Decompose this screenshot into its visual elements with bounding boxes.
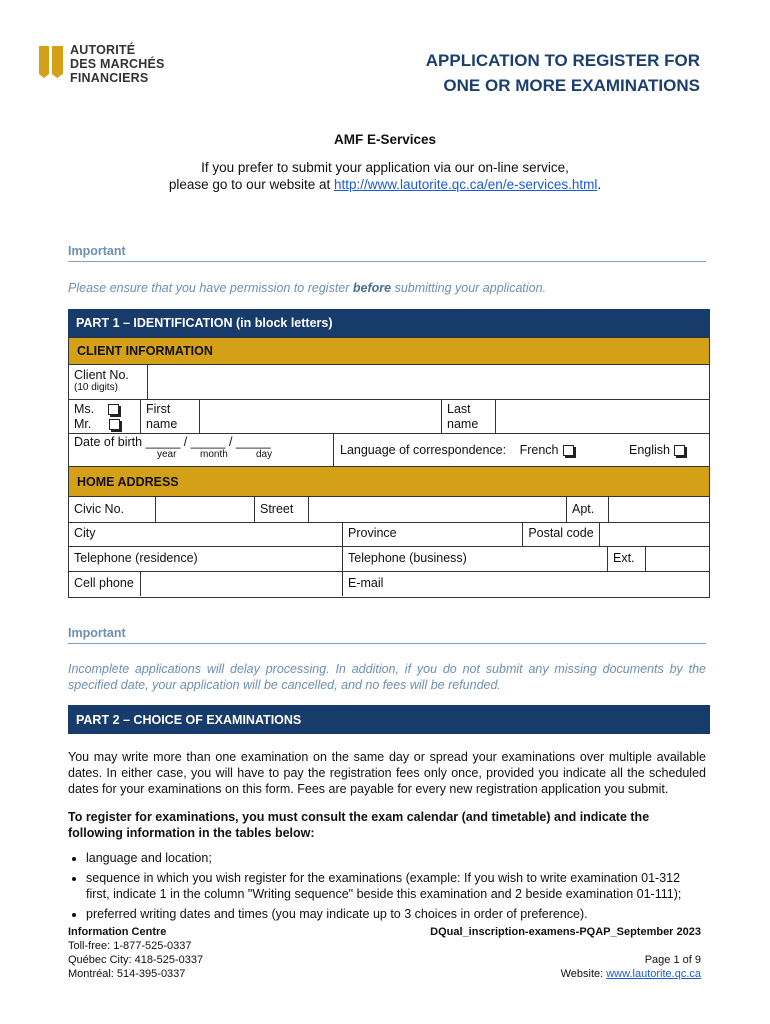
cell-phone-label: Cell phone xyxy=(69,571,141,596)
home-address-header: HOME ADDRESS xyxy=(68,466,710,497)
province-field[interactable]: Province xyxy=(343,522,523,546)
footer-page-number: Page 1 of 9 xyxy=(644,954,701,966)
cell-phone-field[interactable] xyxy=(141,571,343,596)
mr-option[interactable]: Mr. xyxy=(74,417,135,432)
first-name-field[interactable] xyxy=(200,399,442,433)
dob-day-label: day xyxy=(256,449,273,460)
ext-label: Ext. xyxy=(608,546,646,571)
footer-contact xyxy=(68,925,203,981)
civic-no-label: Civic No. xyxy=(69,496,156,522)
important-text-2: Incomplete applications will delay processing. In addition, if you do not submit any missing documents by the specified date, your application will be cancelled, and no fees will be refunded. xyxy=(68,662,706,692)
part2-bullet-list xyxy=(68,850,706,926)
last-name-field[interactable] xyxy=(496,399,709,433)
important-heading-2: Important xyxy=(68,626,706,644)
logo-line-1: AUTORITÉ xyxy=(70,43,136,57)
ms-option[interactable]: Ms. xyxy=(74,402,135,417)
english-option[interactable]: English xyxy=(629,443,685,457)
footer-tollfree: Toll-free: 1-877-525-0337 xyxy=(68,940,192,952)
title-line-2: ONE OR MORE EXAMINATIONS xyxy=(443,76,700,95)
mr-checkbox[interactable] xyxy=(109,419,120,430)
logo-line-2: DES MARCHÉS xyxy=(70,57,165,71)
client-no-field[interactable] xyxy=(148,364,709,399)
eservices-heading: AMF E-Services xyxy=(333,132,437,147)
footer-doc-id: DQual_inscription-examens-PQAP_September 2023 xyxy=(430,926,701,938)
telephone-business-field[interactable]: Telephone (business) xyxy=(343,546,608,571)
footer-website: Website: www.lautorite.qc.ca xyxy=(560,968,701,980)
postal-code-field[interactable] xyxy=(600,522,709,546)
title-line-1: APPLICATION TO REGISTER FOR xyxy=(425,51,700,70)
footer-website-link[interactable]: www.lautorite.qc.ca xyxy=(606,968,701,980)
eservices-line-2: please go to our website at http://www.lautorite.qc.ca/en/e-services.html. xyxy=(168,177,602,192)
list-item: • preferred writing dates and times (you may indicate up to 3 choices in order of preference). xyxy=(86,906,706,922)
first-name-label: First name xyxy=(141,399,200,433)
part2-header: PART 2 – CHOICE OF EXAMINATIONS xyxy=(68,705,710,734)
part1-header: PART 1 – IDENTIFICATION (in block letters) xyxy=(68,309,710,337)
important-text-1: Please ensure that you have permission to register before submitting your application. xyxy=(68,281,547,295)
footer-centre: Information Centre xyxy=(68,926,167,938)
language-field: Language of correspondence: French English xyxy=(334,433,709,466)
ext-field[interactable] xyxy=(646,546,709,571)
logo-line-3: FINANCIERS xyxy=(70,71,149,85)
list-item: • sequence in which you wish register for the examinations (example: If you wish to write examination 01-312 first, indicate 1 in the column "Writing sequence" beside this examination and 2 beside examination 01-111); xyxy=(86,870,706,902)
dob-month-label: month xyxy=(200,449,228,460)
last-name-label: Last name xyxy=(442,399,496,433)
civic-no-field[interactable] xyxy=(156,496,255,522)
home-address-form xyxy=(68,496,710,598)
document-title xyxy=(426,48,700,98)
list-item: • language and location; xyxy=(86,850,706,866)
client-info-header: CLIENT INFORMATION xyxy=(68,337,710,365)
eservices-line-1: If you prefer to submit your application via our on-line service, xyxy=(201,160,569,175)
client-no-label: Client No. (10 digits) xyxy=(69,364,148,399)
telephone-residence-field[interactable]: Telephone (residence) xyxy=(69,546,343,571)
eservices-text xyxy=(0,159,770,193)
apt-field[interactable] xyxy=(609,496,709,522)
important-heading-1: Important xyxy=(68,244,706,262)
postal-code-label: Postal code xyxy=(523,522,600,546)
dob-year-label: year xyxy=(157,449,177,460)
city-field[interactable]: City xyxy=(69,522,343,546)
amf-logo-icon xyxy=(38,44,64,80)
street-field[interactable] xyxy=(309,496,567,522)
apt-label: Apt. xyxy=(567,496,609,522)
footer-quebec: Québec City: 418-525-0337 xyxy=(68,954,204,966)
street-label: Street xyxy=(255,496,309,522)
part2-paragraph-2: To register for examinations, you must consult the exam calendar (and timetable) and indicate the following information in the tables below: xyxy=(68,810,650,840)
title-checkboxes xyxy=(69,399,141,433)
email-field[interactable]: E-mail xyxy=(348,576,384,590)
eservices-link[interactable]: http://www.lautorite.qc.ca/en/e-services.html xyxy=(333,177,598,192)
logo-text xyxy=(70,43,165,85)
footer-montreal: Montréal: 514-395-0337 xyxy=(68,968,186,980)
french-checkbox[interactable] xyxy=(563,445,574,456)
part2-paragraph-1: You may write more than one examination on the same day or spread your examinations over multiple available dates. In either case, you will have to pay the registration fees only once, provided you indicate all the scheduled dates for your examinations on this form. Fees are payable for every new registration application you submit. xyxy=(68,750,706,796)
footer-right xyxy=(430,925,701,981)
english-checkbox[interactable] xyxy=(674,445,685,456)
client-info-form xyxy=(68,364,710,467)
french-option[interactable]: French xyxy=(520,443,574,457)
ms-checkbox[interactable] xyxy=(108,404,119,415)
date-of-birth-field[interactable]: Date of birth _____ / _____ / _____ year month day xyxy=(69,433,334,466)
